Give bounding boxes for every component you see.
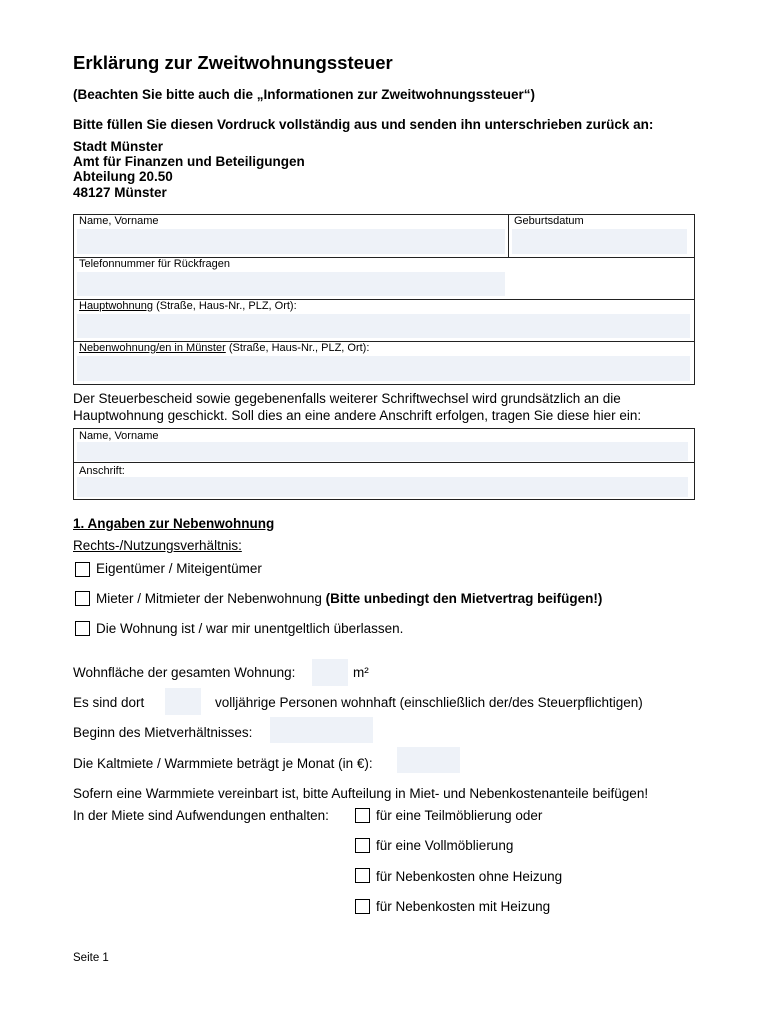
persons-suffix: volljährige Personen wohnhaft (einschließlich der/des Steuerpflichtigen): [215, 695, 643, 710]
rent-start-input[interactable]: [270, 717, 373, 743]
owner-option-label: Eigentümer / Miteigentümer: [96, 561, 262, 576]
costs-without-heating-checkbox[interactable]: [355, 868, 370, 883]
address-line: 48127 Münster: [73, 185, 167, 200]
alt-name-label: Name, Vorname: [79, 430, 159, 442]
persons-prefix: Es sind dort: [73, 695, 145, 710]
rent-start-label: Beginn des Mietverhältnisses:: [73, 725, 253, 740]
secondary-residence-input[interactable]: [77, 356, 690, 381]
secondary-residence-label: Nebenwohnung/en in Münster (Straße, Haus-Nr., PLZ, Ort):: [79, 342, 370, 354]
phone-input[interactable]: [77, 272, 505, 296]
area-unit: m²: [353, 665, 369, 680]
expenses-label: In der Miete sind Aufwendungen enthalten:: [73, 808, 329, 823]
owner-checkbox[interactable]: [75, 562, 90, 577]
divider: [73, 462, 695, 463]
rent-input[interactable]: [397, 747, 460, 773]
free-use-checkbox[interactable]: [75, 621, 90, 636]
address-line: Abteilung 20.50: [73, 169, 173, 184]
birthdate-label: Geburtsdatum: [514, 215, 584, 227]
section-heading: 1. Angaben zur Nebenwohnung: [73, 516, 275, 531]
alt-address-input[interactable]: [77, 477, 688, 497]
alt-address-label: Anschrift:: [79, 465, 125, 477]
rent-label: Die Kaltmiete / Warmmiete beträgt je Monat (in €):: [73, 756, 373, 771]
full-furnishing-checkbox[interactable]: [355, 838, 370, 853]
free-use-option-label: Die Wohnung ist / war mir unentgeltlich überlassen.: [96, 621, 404, 636]
address-line: Stadt Münster: [73, 139, 164, 154]
warm-rent-note: Sofern eine Warmmiete vereinbart ist, bitte Aufteilung in Miet- und Nebenkostenanteile beifügen!: [73, 786, 649, 801]
name-input[interactable]: [77, 229, 505, 254]
costs-with-heating-checkbox[interactable]: [355, 899, 370, 914]
costs-without-heating-label: für Nebenkosten ohne Heizung: [376, 869, 563, 884]
divider: [508, 214, 509, 257]
tenant-checkbox[interactable]: [75, 591, 90, 606]
alt-name-input[interactable]: [77, 442, 688, 461]
page-title: Erklärung zur Zweitwohnungssteuer: [73, 52, 393, 73]
instruction-text: Bitte füllen Sie diesen Vordruck vollständig aus und senden ihn unterschrieben zurück an:: [73, 117, 654, 132]
tenant-option-label: Mieter / Mitmieter der Nebenwohnung (Bitte unbedingt den Mietvertrag beifügen!): [96, 591, 603, 606]
phone-label: Telefonnummer für Rückfragen: [79, 258, 231, 270]
main-residence-label: Hauptwohnung (Straße, Haus-Nr., PLZ, Ort):: [79, 300, 297, 312]
costs-with-heating-label: für Nebenkosten mit Heizung: [376, 899, 551, 914]
name-label: Name, Vorname: [79, 215, 159, 227]
area-input[interactable]: [312, 659, 348, 686]
page-subtitle: (Beachten Sie bitte auch die „Informationen zur Zweitwohnungssteuer“): [73, 87, 536, 102]
area-label: Wohnfläche der gesamten Wohnung:: [73, 665, 296, 680]
birthdate-input[interactable]: [512, 229, 687, 254]
partial-furnishing-checkbox[interactable]: [355, 808, 370, 823]
page-number: Seite 1: [73, 952, 109, 964]
main-residence-input[interactable]: [77, 314, 690, 338]
address-line: Amt für Finanzen und Beteiligungen: [73, 154, 305, 169]
full-furnishing-label: für eine Vollmöblierung: [376, 838, 514, 853]
partial-furnishing-label: für eine Teilmöblierung oder: [376, 808, 543, 823]
legal-relationship-label: Rechts-/Nutzungsverhältnis:: [73, 538, 242, 553]
notice-text: Der Steuerbescheid sowie gegebenenfalls weiterer Schriftwechsel wird grundsätzlich an die Hauptwohnung geschickt. Soll dies an eine andere Anschrift erfolgen, tragen Sie diese hier ein:: [73, 391, 642, 423]
persons-input[interactable]: [165, 688, 201, 715]
